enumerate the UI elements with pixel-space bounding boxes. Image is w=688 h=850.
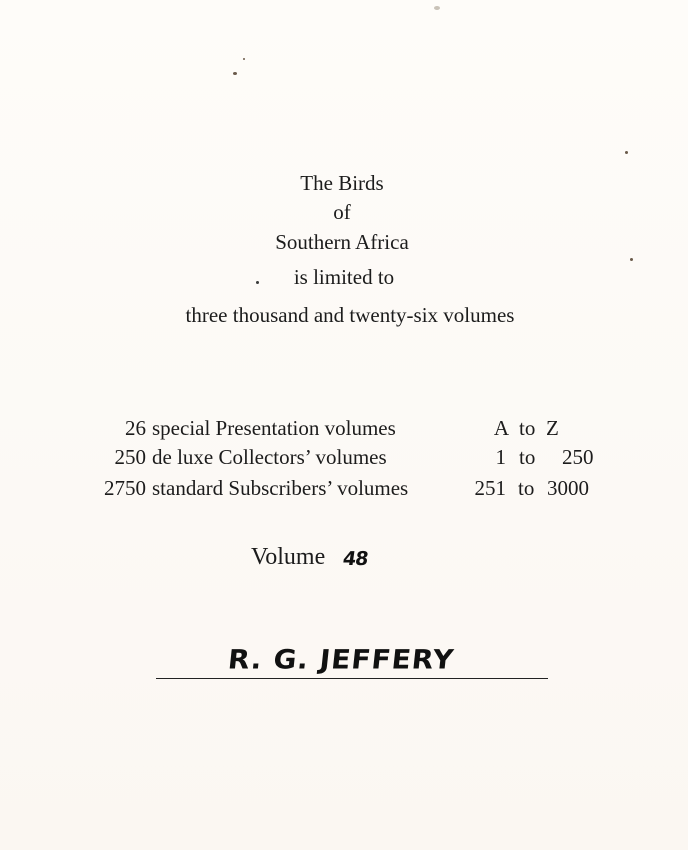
signature-line: [156, 678, 548, 679]
edition-row-presentation: [0, 414, 688, 442]
title-of: of: [333, 200, 351, 224]
edition-description: de luxe Collectors’ volumes: [152, 445, 387, 469]
title-the-birds: The Birds: [300, 171, 384, 195]
edition-count: 26: [125, 416, 146, 440]
paper-speck: [434, 6, 440, 10]
limited-to-text: is limited to: [293, 265, 395, 289]
edition-size-text: three thousand and twenty-six volumes: [185, 303, 515, 327]
edition-count: 250: [114, 445, 146, 469]
title-southern-africa: Southern Africa: [275, 230, 409, 254]
edition-range-to: to: [519, 416, 536, 440]
edition-range-from: A: [493, 416, 509, 440]
ink-dot: [256, 281, 259, 284]
edition-range-end: Z: [546, 416, 559, 440]
paper-speck: [243, 58, 245, 60]
edition-description: standard Subscribers’ volumes: [152, 476, 409, 500]
edition-count: 2750: [104, 476, 146, 500]
edition-description: special Presentation volumes: [152, 416, 396, 440]
volume-number-handwritten: 48: [341, 548, 369, 570]
signature: R. G. JEFFERY: [226, 643, 456, 676]
paper-speck: [630, 258, 633, 261]
edition-range-to: to: [519, 445, 536, 469]
edition-range-to: to: [518, 476, 535, 500]
edition-row-collectors: [0, 443, 688, 471]
edition-range-from: 1: [495, 445, 506, 469]
edition-row-subscribers: [0, 474, 688, 502]
volume-label: Volume: [251, 544, 326, 570]
paper-speck: [233, 72, 237, 75]
paper-speck: [625, 151, 628, 154]
edition-range-end: 3000: [547, 476, 589, 500]
edition-range-end: 250: [562, 445, 594, 469]
edition-range-from: 251: [474, 476, 506, 500]
